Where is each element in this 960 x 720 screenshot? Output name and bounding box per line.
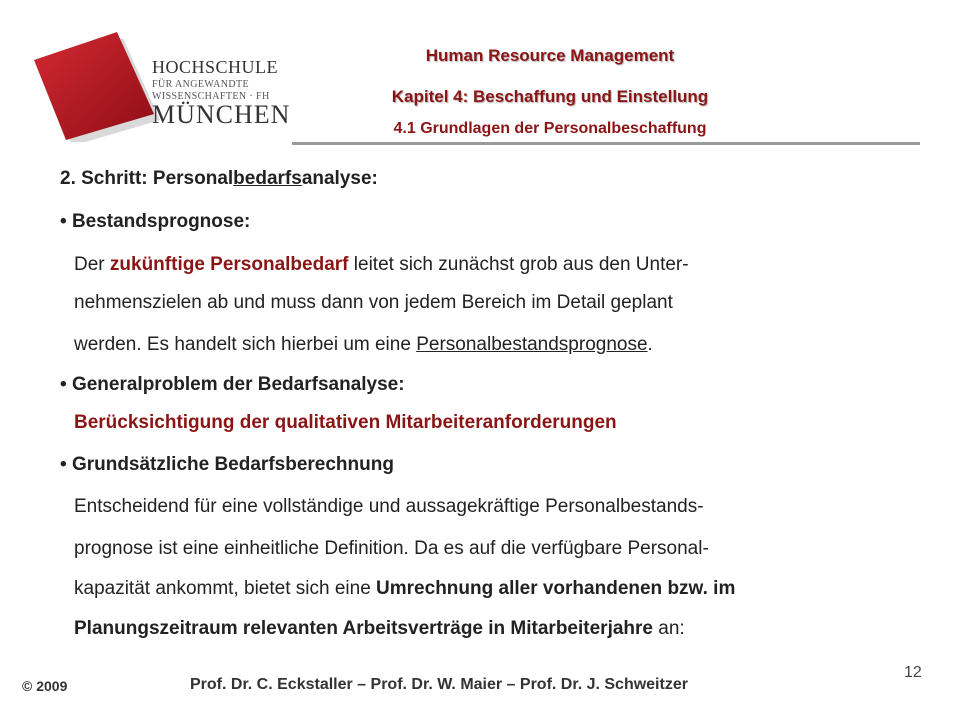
bullet-title: Generalproblem der Bedarfsanalyse: xyxy=(71,374,405,395)
body-line xyxy=(74,618,685,640)
footer-authors: Prof. Dr. C. Eckstaller – Prof. Dr. W. Maier – Prof. Dr. J. Schweitzer xyxy=(190,676,688,693)
body-line: prognose ist eine einheitliche Definition. Da es auf die verfügbare Personal- xyxy=(74,538,709,559)
text: an: xyxy=(652,618,685,639)
bullet-icon: • xyxy=(60,374,72,395)
body-line: nehmenszielen ab und muss dann von jedem Bereich im Detail geplant xyxy=(74,292,673,313)
copyright: © 2009 xyxy=(22,678,68,694)
text: . xyxy=(647,334,653,355)
logo-text-muenchen: MÜNCHEN xyxy=(152,100,291,129)
bullet-bestandsprognose xyxy=(60,211,250,233)
bold-text: Umrechnung aller vorhandenen bzw. im xyxy=(376,578,736,599)
bold-text: Planungszeitraum relevanten Arbeitsverträge in Mitarbeiterjahre xyxy=(74,618,653,639)
body-line xyxy=(74,578,735,600)
step-heading-underlined: bedarfs xyxy=(233,168,302,189)
body-line xyxy=(74,334,653,356)
bullet-generalproblem xyxy=(60,374,405,396)
bullet-title: Grundsätzliche Bedarfsberechnung xyxy=(71,454,394,475)
step-heading-suffix: analyse: xyxy=(301,168,378,189)
text: kapazität ankommt, bietet sich eine xyxy=(74,578,377,599)
step-heading-prefix: 2. Schritt: Personal xyxy=(60,168,234,189)
page-number: 12 xyxy=(904,664,922,681)
highlight-text: zukünftige Personalbedarf xyxy=(109,254,349,275)
header-divider xyxy=(292,142,920,145)
bullet-bedarfsberechnung xyxy=(60,454,394,476)
text: Der xyxy=(74,254,110,275)
course-title: Human Resource Management xyxy=(425,46,675,65)
underlined-text: Personalbestandsprognose xyxy=(416,334,648,355)
text: werden. Es handelt sich hierbei um eine xyxy=(74,334,417,355)
bullet-icon: • xyxy=(60,454,72,475)
body-line xyxy=(74,254,689,276)
body-line: Entscheidend für eine vollständige und aussagekräftige Personalbestands- xyxy=(74,496,704,517)
text: leitet sich zunächst grob aus den Unter- xyxy=(348,254,689,275)
bullet-icon: • xyxy=(60,211,72,232)
step-heading xyxy=(60,168,378,190)
logo-text-hochschule: HOCHSCHULE xyxy=(152,57,279,77)
highlight-line: Berücksichtigung der qualitativen Mitarbeiteranforderungen xyxy=(74,412,617,433)
logo-text-angewandte: FÜR ANGEWANDTE xyxy=(152,79,249,90)
bullet-title: Bestandsprognose: xyxy=(71,211,251,232)
logo-text-wissenschaften: WISSENSCHAFTEN · FH xyxy=(152,91,270,102)
section-title: 4.1 Grundlagen der Personalbeschaffung xyxy=(393,120,707,137)
chapter-title: Kapitel 4: Beschaffung und Einstellung xyxy=(391,87,709,106)
